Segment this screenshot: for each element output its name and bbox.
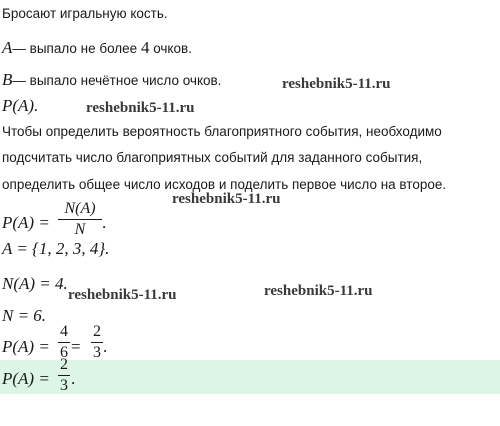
formula-5-den-2: 3	[93, 344, 101, 361]
watermark: reshebnik5-11.ru	[282, 76, 391, 92]
text-line-7: определить общее число исходов и поделить первое число на второе.	[2, 177, 447, 192]
formula-6-fraction	[58, 356, 70, 395]
fraction-bar	[91, 342, 103, 343]
var-b: B	[2, 70, 13, 89]
formula-1-numerator: N(A)	[64, 200, 96, 217]
formula-5-equals: =	[71, 337, 81, 356]
formula-2: A = {1, 2, 3, 4}.	[2, 239, 110, 258]
formula-4: N = 6.	[2, 306, 47, 325]
text-line-1: Бросают игральную кость.	[2, 6, 168, 21]
var-a: A	[2, 38, 13, 57]
watermark: reshebnik5-11.ru	[68, 287, 177, 303]
text-line-5: Чтобы определить вероятность благоприятного события, необходимо	[2, 124, 442, 139]
formula-5-dot: .	[103, 337, 108, 356]
formula-6-left: P(A) =	[2, 369, 50, 388]
formula-5-left: P(A) =	[2, 337, 50, 356]
watermark: reshebnik5-11.ru	[172, 191, 281, 207]
formula-5-num-2: 2	[93, 323, 101, 340]
text-line-4: P(A).	[2, 96, 39, 115]
formula-1-left: P(A) =	[2, 213, 50, 232]
formula-6-den: 3	[60, 377, 68, 394]
watermark: reshebnik5-11.ru	[86, 100, 195, 116]
formula-6-num: 2	[60, 356, 68, 373]
formula-5-fraction-2	[91, 323, 103, 362]
watermark: reshebnik5-11.ru	[264, 283, 373, 299]
formula-3: N(A) = 4.	[2, 274, 68, 293]
formula-1-denominator: N	[74, 221, 86, 238]
line2-num: 4	[140, 38, 150, 57]
formula-1-dot: .	[102, 213, 107, 232]
formula-1-fraction	[58, 200, 102, 239]
line2-tail: очков.	[149, 41, 192, 56]
fraction-bar	[58, 342, 70, 343]
line3-text: — выпало нечётное число очков.	[12, 73, 222, 88]
line2-text: — выпало не более	[12, 41, 141, 56]
formula-5-den-1: 6	[60, 344, 68, 361]
text-line-3	[2, 70, 221, 90]
formula-6-dot: .	[71, 369, 76, 388]
fraction-bar	[58, 219, 102, 220]
formula-5-num-1: 4	[60, 323, 68, 340]
fraction-bar	[58, 375, 70, 376]
text-line-2	[2, 38, 192, 58]
text-line-6: подсчитать число благоприятных событий для заданного события,	[2, 150, 423, 165]
